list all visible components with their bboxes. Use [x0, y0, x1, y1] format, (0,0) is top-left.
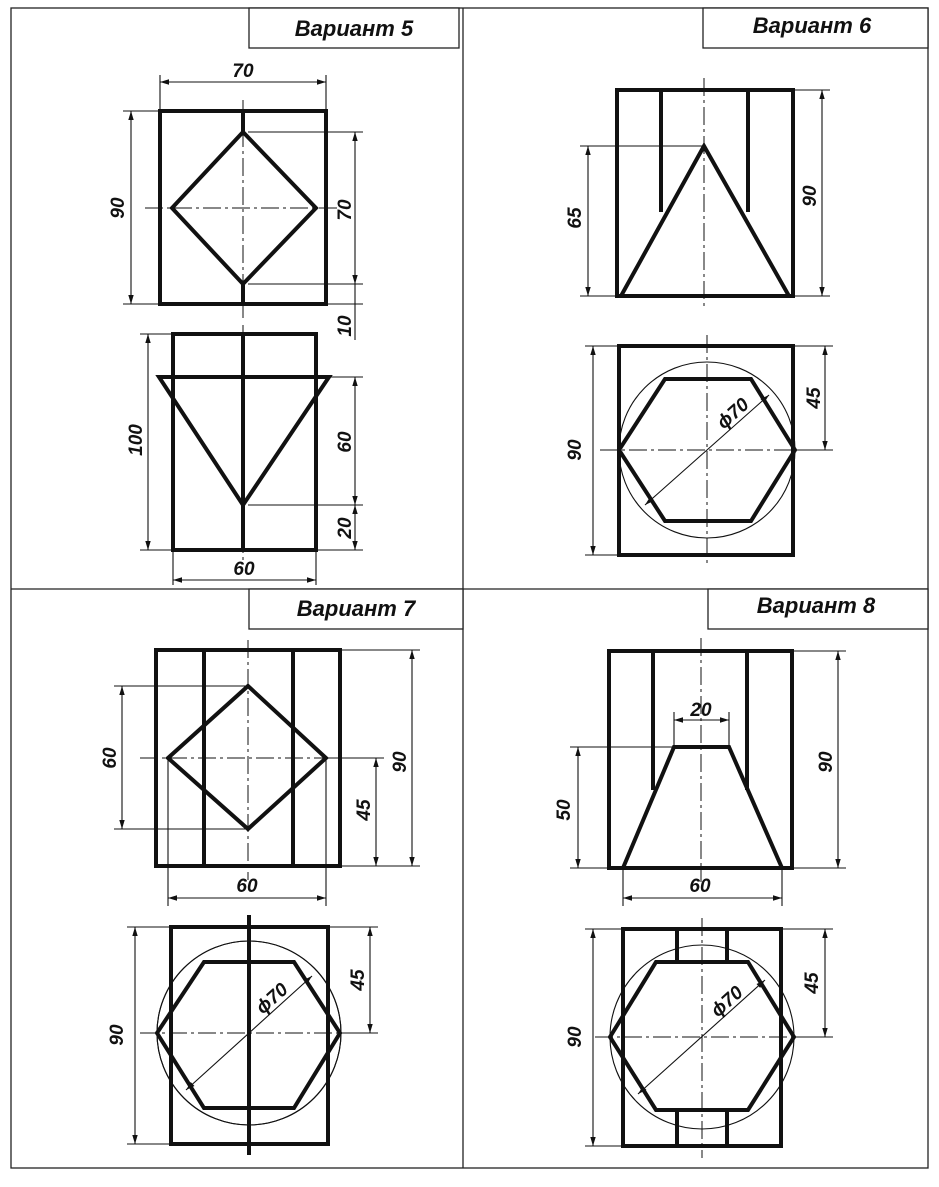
variant-7-dim-front-width: 60 [236, 876, 258, 897]
variant-7-dim-top-right: 45 [348, 969, 369, 991]
variant-8-dim-diameter: ϕ70 [707, 982, 748, 1022]
variant-6-dim-diameter: ϕ70 [713, 394, 754, 434]
variant-5-dim-front-width: 70 [232, 61, 254, 82]
variant-7-dim-front-left: 60 [100, 747, 121, 769]
variant-5-dim-top-width: 60 [233, 559, 255, 580]
variant-5-panel [108, 8, 459, 585]
variant-8-dim-front-top: 20 [690, 700, 712, 721]
variant-6-dim-front-left: 65 [565, 207, 586, 229]
variant-7-panel [100, 589, 463, 1155]
variant-6-dim-front-right: 90 [800, 185, 821, 207]
variant-8-title: Вариант 8 [756, 593, 876, 618]
variant-7-front-view [100, 640, 420, 906]
variant-6-dim-top-left: 90 [565, 439, 586, 461]
variant-5-dim-top-height: 100 [126, 424, 147, 456]
variant-5-dim-front-inner: 70 [335, 199, 356, 221]
variant-5-top-view [126, 325, 363, 585]
variant-6-front-view [565, 78, 830, 310]
variant-8-dim-front-left: 50 [554, 799, 575, 821]
variant-8-dim-front-width: 60 [689, 876, 711, 897]
variant-7-top-view [107, 915, 378, 1155]
variant-6-top-view [565, 335, 833, 565]
variant-5-dim-top-bottom: 20 [335, 517, 356, 539]
variant-8-dim-top-right: 45 [802, 972, 823, 994]
variant-5-dim-top-inner: 60 [335, 431, 356, 453]
variant-6-dim-top-right: 45 [804, 387, 825, 409]
variant-6-panel [565, 8, 928, 565]
variant-7-dim-diameter: ϕ70 [252, 979, 293, 1019]
variant-5-front-view [108, 61, 363, 340]
variant-7-dim-top-left: 90 [107, 1024, 128, 1046]
variant-8-dim-top-left: 90 [565, 1026, 586, 1048]
variant-8-front-view [554, 638, 846, 906]
variant-5-title: Вариант 5 [294, 16, 414, 41]
variant-7-dim-front-mid: 45 [354, 799, 375, 821]
variant-8-dim-front-right: 90 [816, 751, 837, 773]
sheet-frame [11, 8, 928, 1168]
variant-8-panel [554, 589, 928, 1158]
variant-7-dim-front-right: 90 [390, 751, 411, 773]
variant-5-dim-front-height: 90 [108, 197, 129, 219]
variant-5-dim-front-bottom: 10 [335, 315, 356, 337]
variant-6-title: Вариант 6 [752, 13, 872, 38]
variant-8-top-view [565, 918, 833, 1158]
variant-7-title: Вариант 7 [296, 596, 416, 621]
